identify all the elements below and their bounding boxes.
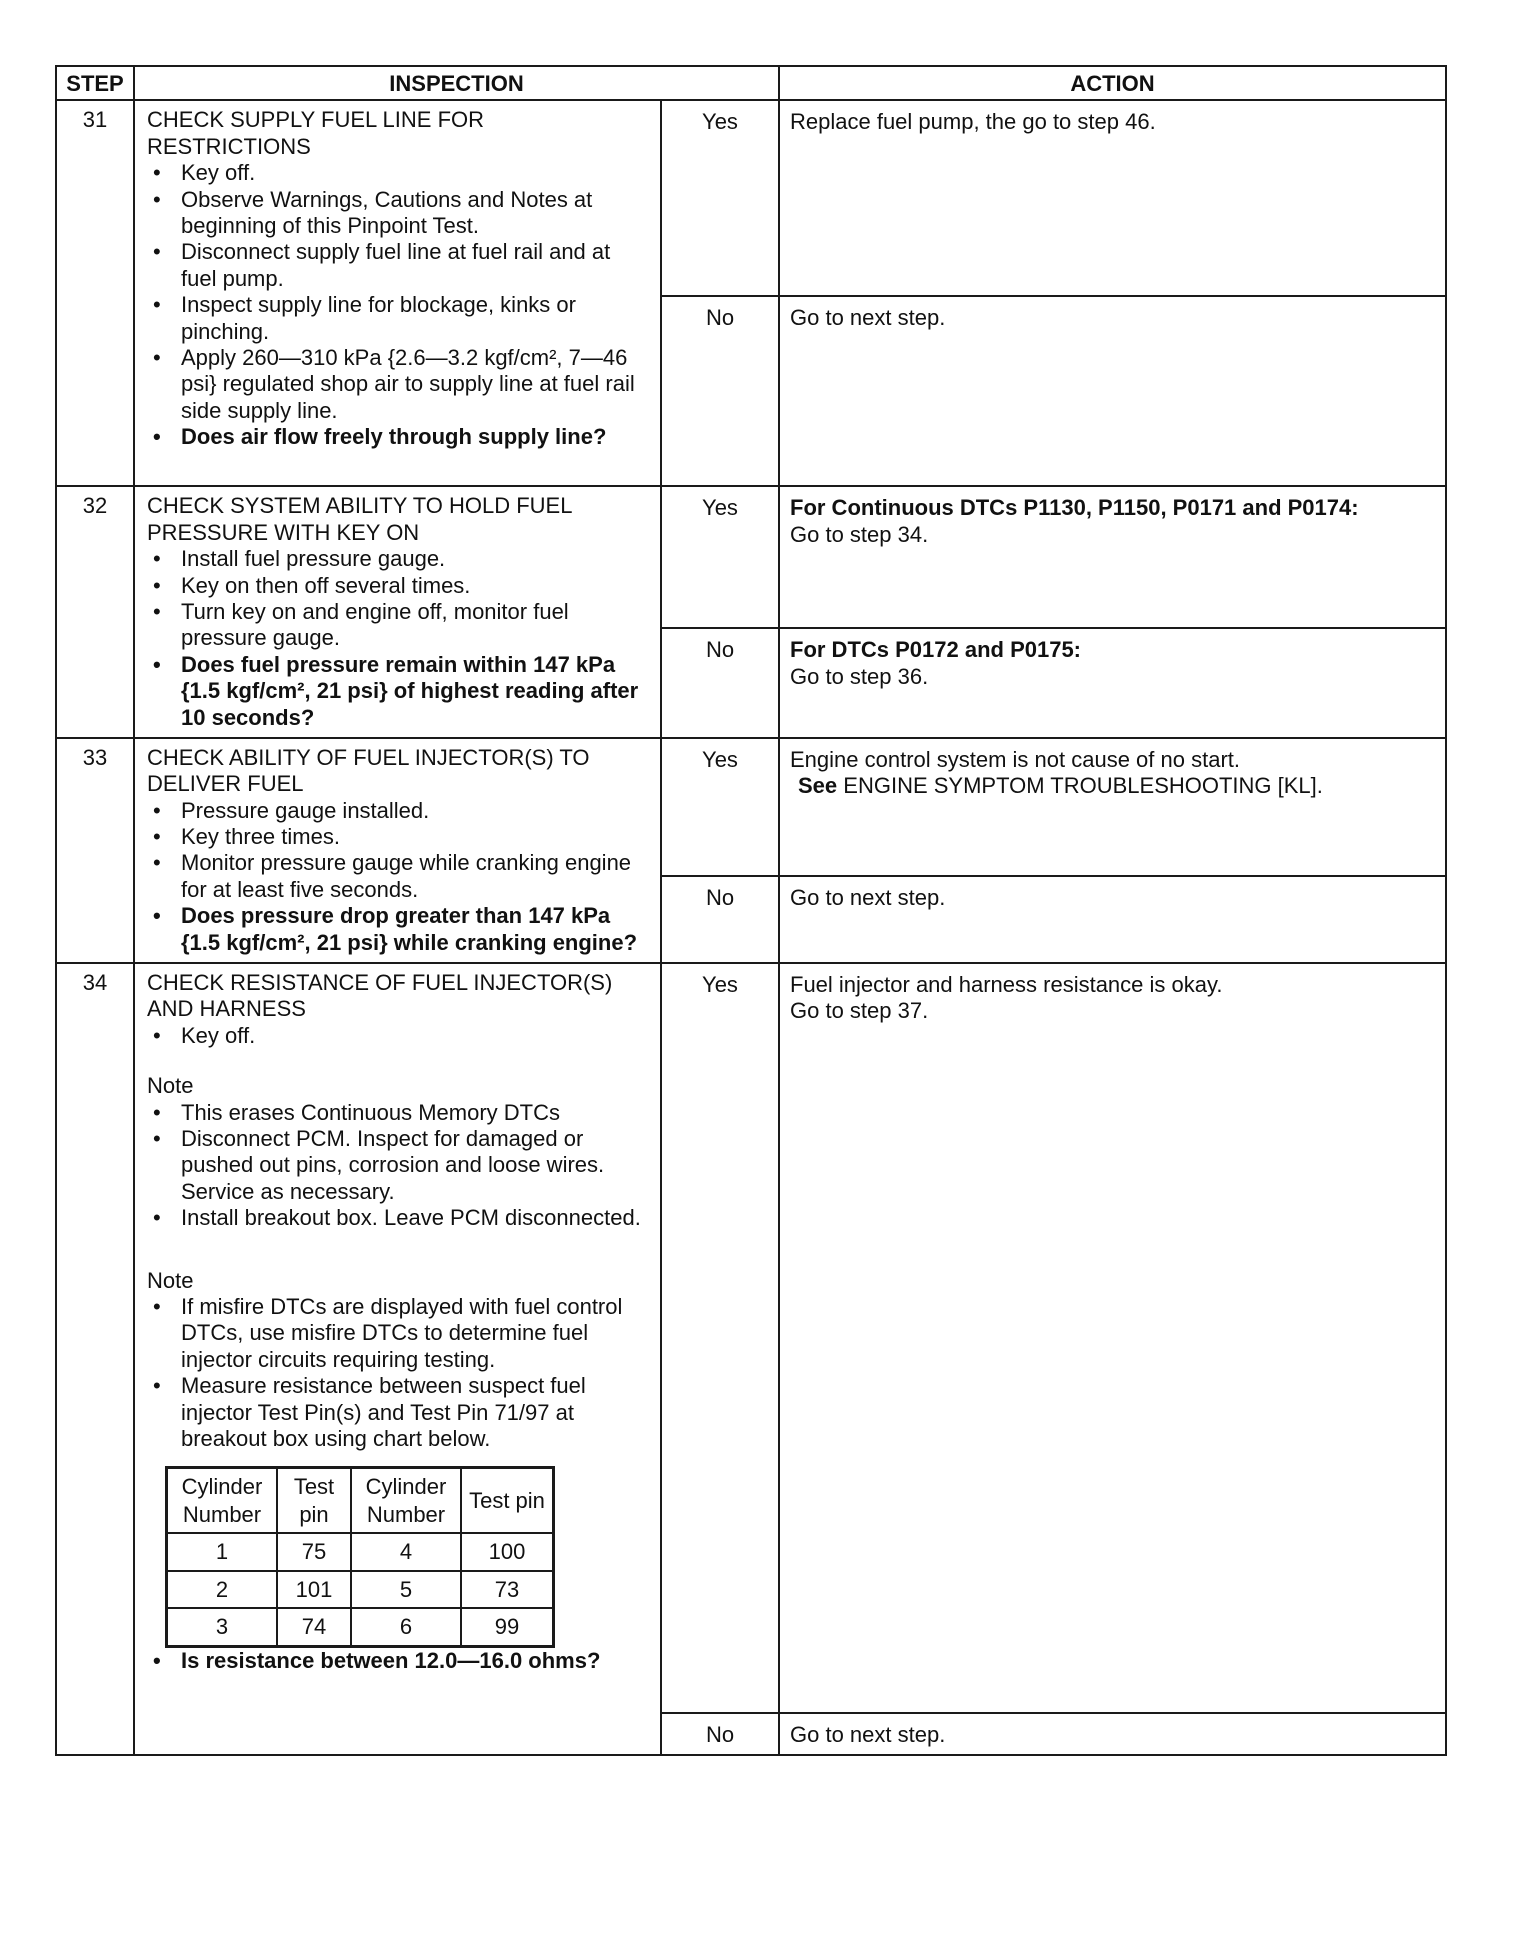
see-reference: [790, 773, 1435, 799]
table-cell: 5: [351, 1571, 461, 1609]
yes-label: Yes: [661, 738, 779, 876]
no-instruction: Go to step 36.: [790, 663, 929, 689]
list-item: • Key off.: [147, 1023, 650, 1049]
inspection-cell: [134, 486, 661, 738]
header-row: [56, 66, 1446, 100]
inspection-steps: [147, 1126, 650, 1232]
list-item: • Turn key on and engine off, monitor fuel pressure gauge.: [147, 599, 650, 652]
yes-instruction: Fuel injector and harness resistance is okay.: [790, 972, 1223, 998]
see-label: See: [798, 773, 838, 799]
list-item: • If misfire DTCs are displayed with fuel control DTCs, use misfire DTCs to determine fuel injector circuits requiring testing.: [147, 1294, 650, 1373]
yes-action: [779, 963, 1446, 1713]
table-cell: 2: [167, 1571, 278, 1609]
table-cell: 74: [277, 1608, 351, 1646]
list-item: • Apply 260—310 kPa {2.6—3.2 kgf/cm², 7—46 psi} regulated shop air to supply line at fuel rail side supply line.: [147, 345, 650, 424]
table-cell: 1: [167, 1533, 278, 1571]
inspection-question: • Does fuel pressure remain within 147 kPa {1.5 kgf/cm², 21 psi} of highest reading after 10 seconds?: [147, 652, 650, 731]
step-header: STEP: [56, 66, 134, 100]
list-item: • Key off.: [147, 160, 650, 186]
inspection-steps: [147, 1648, 650, 1674]
step-31-yes-row: [56, 100, 1446, 296]
step-number: 31: [56, 100, 134, 486]
inspection-steps: [147, 160, 650, 450]
inspection-steps: [147, 1023, 650, 1049]
inspection-title: CHECK RESISTANCE OF FUEL INJECTOR(S) AND HARNESS: [147, 970, 613, 1022]
step-number: 33: [56, 738, 134, 963]
list-item: • Measure resistance between suspect fuel injector Test Pin(s) and Test Pin 71/97 at breakout box using chart below.: [147, 1373, 650, 1452]
no-action: Go to next step.: [779, 296, 1446, 486]
table-cell: 75: [277, 1533, 351, 1571]
no-label: No: [661, 628, 779, 738]
inspection-question: • Does pressure drop greater than 147 kPa {1.5 kgf/cm², 21 psi} while cranking engine?: [147, 903, 650, 956]
step-number: 32: [56, 486, 134, 738]
yes-condition: For Continuous DTCs P1130, P1150, P0171 and P0174:: [790, 495, 1359, 521]
yes-label: Yes: [661, 963, 779, 1713]
pin-chart: [165, 1466, 555, 1648]
pin-chart-header-cell: Test pin: [461, 1468, 554, 1534]
yes-instruction: Go to step 34.: [790, 521, 929, 547]
list-item: • Inspect supply line for blockage, kinks or pinching.: [147, 292, 650, 345]
action-header: ACTION: [779, 66, 1446, 100]
no-label: No: [661, 296, 779, 486]
no-label: No: [661, 876, 779, 963]
list-item: • Key three times.: [147, 824, 650, 850]
no-condition: For DTCs P0172 and P0175:: [790, 637, 1082, 663]
list-item: • Disconnect PCM. Inspect for damaged or pushed out pins, corrosion and loose wires. Service as necessary.: [147, 1126, 650, 1205]
see-target: ENGINE SYMPTOM TROUBLESHOOTING [KL].: [843, 773, 1323, 799]
inspection-question: • Is resistance between 12.0—16.0 ohms?: [147, 1648, 650, 1674]
table-cell: 4: [351, 1533, 461, 1571]
note-list: [147, 1100, 650, 1126]
list-item: • Install fuel pressure gauge.: [147, 546, 650, 572]
note-list: [147, 1294, 650, 1373]
yes-label: Yes: [661, 100, 779, 296]
table-cell: 101: [277, 1571, 351, 1609]
list-item: • Key on then off several times.: [147, 573, 650, 599]
no-action: Go to next step.: [779, 876, 1446, 963]
inspection-cell: [134, 738, 661, 963]
inspection-title: CHECK SUPPLY FUEL LINE FOR RESTRICTIONS: [147, 107, 485, 159]
yes-action: [779, 738, 1446, 876]
table-row: [167, 1533, 554, 1571]
table-cell: 3: [167, 1608, 278, 1646]
inspection-title: CHECK SYSTEM ABILITY TO HOLD FUEL PRESSURE WITH KEY ON: [147, 493, 572, 545]
step-33-yes-row: [56, 738, 1446, 876]
list-item: • This erases Continuous Memory DTCs: [147, 1100, 650, 1126]
list-item: • Install breakout box. Leave PCM disconnected.: [147, 1205, 650, 1231]
note-label: Note: [147, 1073, 194, 1099]
table-cell: 6: [351, 1608, 461, 1646]
inspection-steps: [147, 1373, 650, 1452]
step-32-yes-row: [56, 486, 1446, 628]
inspection-header: INSPECTION: [134, 66, 779, 100]
inspection-cell: [134, 963, 661, 1755]
no-action: [779, 628, 1446, 738]
step-number: 34: [56, 963, 134, 1755]
table-row: [167, 1608, 554, 1646]
troubleshooting-table: [55, 65, 1447, 1756]
pin-chart-header-cell: Test pin: [277, 1468, 351, 1534]
pin-chart-header-cell: Cylinder Number: [351, 1468, 461, 1534]
pin-chart-header: [167, 1468, 554, 1534]
inspection-question: • Does air flow freely through supply line?: [147, 424, 650, 450]
table-cell: 99: [461, 1608, 554, 1646]
table-row: [167, 1571, 554, 1609]
yes-instruction: Engine control system is not cause of no start.: [790, 746, 1241, 772]
table-cell: 73: [461, 1571, 554, 1609]
note-label: Note: [147, 1267, 194, 1293]
pin-chart-header-cell: Cylinder Number: [167, 1468, 278, 1534]
list-item: • Monitor pressure gauge while cranking engine for at least five seconds.: [147, 850, 650, 903]
list-item: • Pressure gauge installed.: [147, 798, 650, 824]
yes-label: Yes: [661, 486, 779, 628]
yes-action: Replace fuel pump, the go to step 46.: [779, 100, 1446, 296]
list-item: • Observe Warnings, Cautions and Notes at beginning of this Pinpoint Test.: [147, 187, 650, 240]
no-label: No: [661, 1713, 779, 1755]
inspection-title: CHECK ABILITY OF FUEL INJECTOR(S) TO DELIVER FUEL: [147, 744, 590, 797]
yes-next-step: Go to step 37.: [790, 998, 929, 1024]
inspection-steps: [147, 546, 650, 731]
no-action: Go to next step.: [779, 1713, 1446, 1755]
inspection-cell: [134, 100, 661, 486]
yes-action: [779, 486, 1446, 628]
inspection-steps: [147, 798, 650, 956]
list-item: • Disconnect supply fuel line at fuel rail and at fuel pump.: [147, 239, 650, 292]
table-cell: 100: [461, 1533, 554, 1571]
step-34-yes-row: [56, 963, 1446, 1713]
